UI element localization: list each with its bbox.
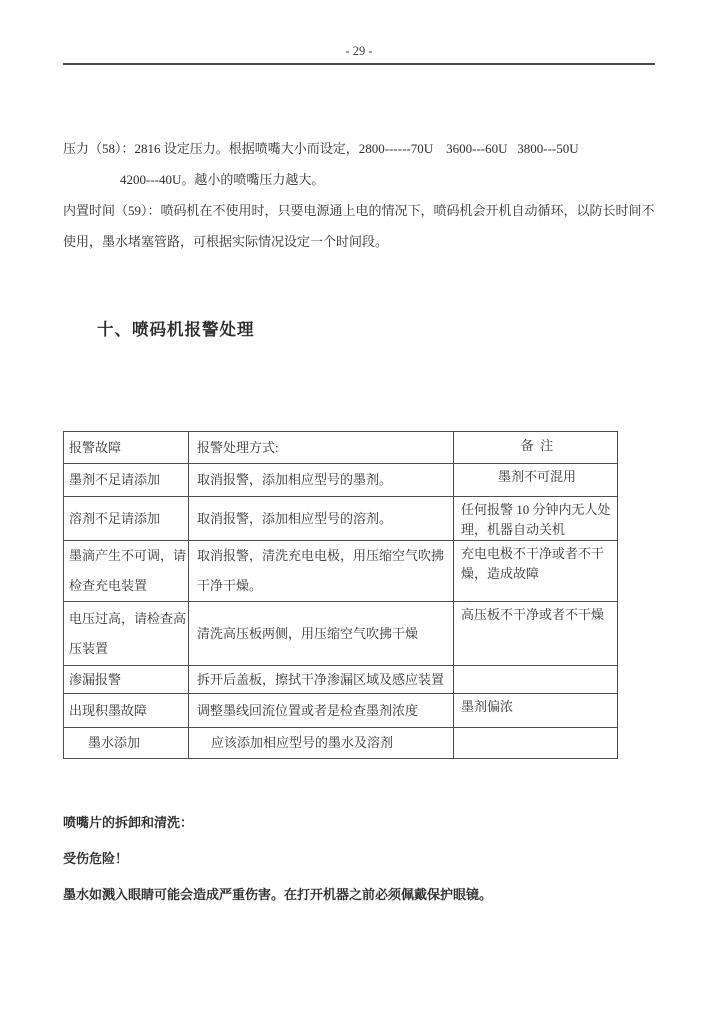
- remark-cell: 充电电极不干净或者不干燥，造成故障: [454, 541, 618, 602]
- handling-cell: 清洗高压板两侧，用压缩空气吹拂干燥: [189, 602, 454, 666]
- table-row: [64, 694, 618, 728]
- remark-cell: 高压板不干净或者不干燥: [454, 602, 618, 666]
- section-title: 十、喷码机报警处理: [97, 320, 255, 339]
- fault-cell: 电压过高，请检查高压装置: [64, 602, 189, 666]
- warning-eye-protection: 墨水如溅入眼睛可能会造成严重伤害。在打开机器之前必须佩戴保护眼镜。: [63, 887, 493, 902]
- fault-cell: 出现积墨故障: [64, 694, 189, 728]
- fault-cell: 溶剂不足请添加: [64, 497, 189, 541]
- pressure-line-2: 4200---40U。越小的喷嘴压力越大。: [120, 172, 325, 187]
- table-row: [64, 602, 618, 666]
- header-rule: [63, 63, 655, 65]
- fault-cell: 墨剂不足请添加: [64, 464, 189, 497]
- builtin-time-line-2: 使用，墨水堵塞管路，可根据实际情况设定一个时间段。: [63, 234, 389, 249]
- builtin-time-line-1: 内置时间（59）：喷码机在不使用时，只要电源通上电的情况下，喷码机会开机自动循环，以防长时间不: [63, 203, 655, 218]
- table-header-row: [64, 432, 618, 464]
- table-row: [64, 464, 618, 497]
- paragraph-builtin-time: [63, 195, 665, 257]
- remark-cell: 墨剂不可混用: [454, 464, 618, 497]
- page-number: - 29 -: [345, 44, 373, 58]
- fault-cell: 渗漏报警: [64, 666, 189, 694]
- header-fault: 报警故障: [64, 432, 189, 464]
- table-row: [64, 728, 618, 759]
- remark-cell: [454, 666, 618, 694]
- remark-cell: 墨剂偏浓: [454, 694, 618, 728]
- remark-cell: [454, 728, 618, 759]
- table-row: [64, 497, 618, 541]
- header-handling: 报警处理方式:: [189, 432, 454, 464]
- handling-cell: 取消报警，添加相应型号的墨剂。: [189, 464, 454, 497]
- pressure-line-1: 压力（58）：2816 设定压力。根据喷嘴大小而设定，2800------70U 3600---60U 3800---50U: [63, 141, 579, 156]
- handling-cell: 应该添加相应型号的墨水及溶剂: [189, 728, 454, 759]
- remark-cell: 任何报警 10 分钟内无人处理，机器自动关机: [454, 497, 618, 541]
- handling-cell: 调整墨线回流位置或者是检查墨剂浓度: [189, 694, 454, 728]
- table-row: [64, 541, 618, 602]
- handling-cell: 拆开后盖板，擦拭干净渗漏区域及感应装置: [189, 666, 454, 694]
- paragraph-pressure: [63, 133, 663, 195]
- fault-cell: 墨滴产生不可调，请检查充电装置: [64, 541, 189, 602]
- warning-injury-risk: 受伤危险！: [63, 851, 129, 866]
- handling-cell: 取消报警，清洗充电电极，用压缩空气吹拂干净干燥。: [189, 541, 454, 602]
- handling-cell: 取消报警，添加相应型号的溶剂。: [189, 497, 454, 541]
- alarm-table: [63, 431, 618, 759]
- fault-cell: 墨水添加: [64, 728, 189, 759]
- header-remark: 备 注: [454, 432, 618, 464]
- table-row: [64, 666, 618, 694]
- warning-nozzle-cleaning: 喷嘴片的拆卸和清洗：: [63, 815, 194, 830]
- warning-notes: [63, 813, 663, 921]
